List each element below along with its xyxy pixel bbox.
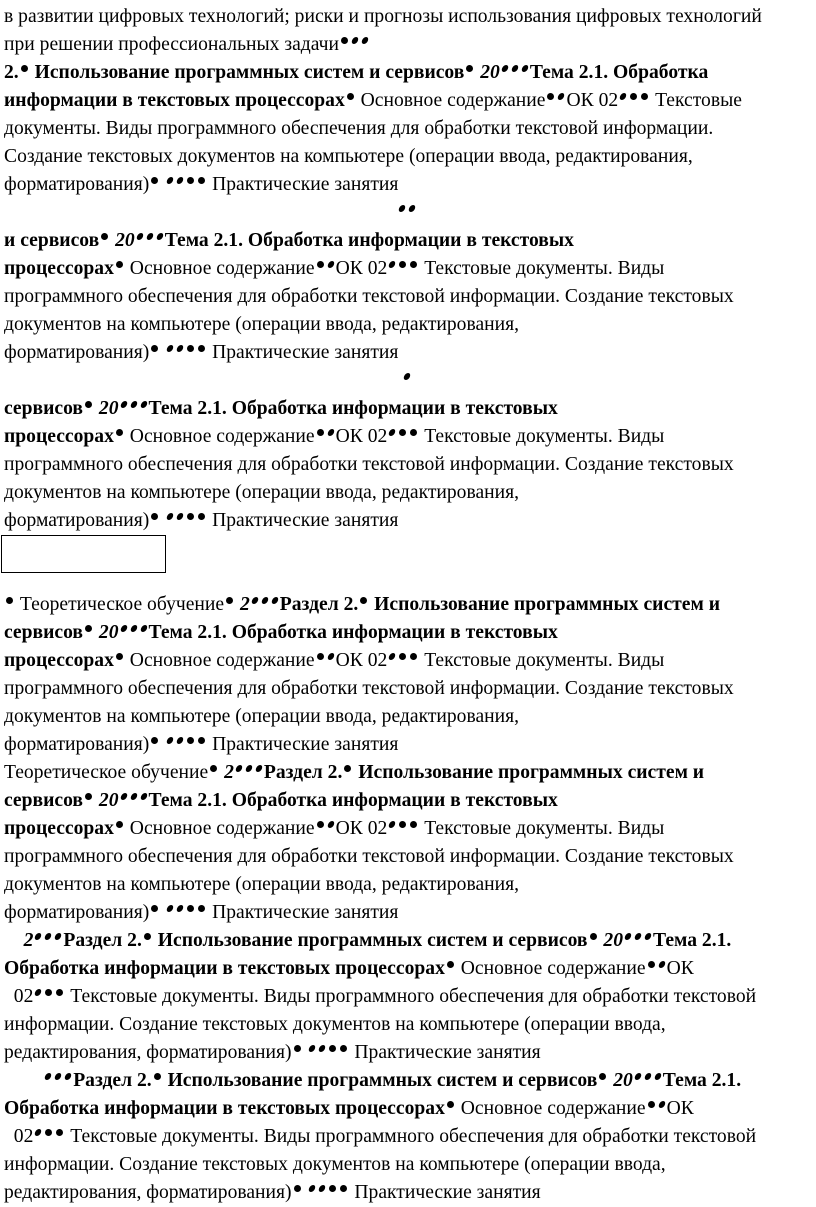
bullet-dot-icon [521, 65, 529, 72]
bullet-dot-icon [139, 793, 147, 800]
text-segment: Использование программных систем и [369, 594, 721, 615]
text-segment: 02 [4, 1126, 34, 1147]
text-line [4, 143, 810, 171]
text-line [4, 647, 810, 675]
bullet-dot-icon [644, 1073, 652, 1080]
text-segment: программного обеспечения для обработки текстовой информации. Создание текстовых [4, 846, 734, 867]
bullet-dot-icon [64, 1073, 72, 1080]
text-segment: ОК 02 [335, 650, 388, 671]
bullet-dot-icon [56, 1129, 63, 1136]
bullet-dot-icon [154, 1073, 161, 1080]
text-segment [303, 1042, 308, 1063]
bullet-dot-icon [56, 989, 63, 996]
bullet-dot-icon [308, 1185, 316, 1192]
text-segment: 20 [608, 1070, 633, 1091]
bullet-dot-icon [501, 65, 509, 72]
text-line [4, 899, 810, 927]
text-segment: Использование программных систем и сервисов [162, 1070, 598, 1091]
text-segment: Тема 2.1. [653, 930, 732, 951]
bullet-dot-icon [361, 37, 369, 44]
text-line [4, 395, 810, 423]
text-segment: 2 [4, 930, 34, 951]
text-line [4, 1123, 810, 1151]
text-segment: 20 [94, 398, 119, 419]
text-segment: 20 [598, 930, 623, 951]
bullet-dot-icon [198, 737, 205, 744]
bullet-dot-icon [187, 737, 194, 744]
document-body [4, 3, 810, 1207]
text-block [4, 1067, 810, 1207]
text-line [4, 591, 810, 619]
text-segment: форматирования) [4, 734, 150, 755]
text-line [4, 451, 810, 479]
bullet-dot-icon [156, 233, 164, 240]
text-segment: форматирования) [4, 902, 150, 923]
bullet-dot-icon [198, 177, 205, 184]
text-line [4, 703, 810, 731]
text-segment [4, 1070, 43, 1091]
text-segment: Тема 2.1. Обработка информации в текстовых [164, 230, 574, 251]
text-segment: программного обеспечения для обработки текстовой информации. Создание текстовых [4, 678, 734, 699]
text-segment: 20 [94, 790, 119, 811]
text-segment: Тема 2.1. Обработка информации в текстовых [148, 790, 558, 811]
bullet-dot-icon [410, 429, 417, 436]
bullet-dot-icon [388, 261, 396, 268]
bullet-dot-icon [101, 233, 108, 240]
text-line [4, 1067, 810, 1095]
bullet-dot-icon [388, 821, 396, 828]
text-segment: форматирования) [4, 174, 150, 195]
bullet-dot-icon [116, 821, 123, 828]
text-block [4, 927, 810, 1067]
bullet-dot-icon [44, 1073, 52, 1080]
text-segment: информации. Создание текстовых документов на компьютере (операции ввода, [4, 1014, 666, 1035]
bullet-dot-icon [326, 261, 334, 268]
bullet-dot-icon [119, 625, 127, 632]
bullet-dot-icon [166, 737, 174, 744]
bullet-dot-icon [176, 513, 184, 520]
text-segment [160, 734, 165, 755]
text-segment: Текстовые [650, 90, 742, 111]
bullet-dot-icon [317, 653, 324, 660]
text-segment [303, 1182, 308, 1203]
text-segment [160, 902, 165, 923]
bullet-dot-icon [398, 205, 406, 212]
bullet-dot-icon [129, 401, 137, 408]
bullet-dot-icon [326, 429, 334, 436]
bullet-dot-icon [146, 233, 154, 240]
bullet-dot-icon [45, 1129, 52, 1136]
text-segment: Практические занятия [349, 1042, 541, 1063]
text-segment: документов на компьютере (операции ввода, редактирования, [4, 482, 520, 503]
text-segment: 20 [110, 230, 135, 251]
text-segment: Тема 2.1. Обработка [529, 62, 709, 83]
text-segment: ОК [666, 1098, 694, 1119]
bullet-dot-icon [129, 625, 137, 632]
text-segment: Текстовые документы. Виды программного обеспечения для обработки текстовой [65, 1126, 757, 1147]
bullet-dot-icon [54, 1073, 62, 1080]
bullet-dot-icon [410, 261, 417, 268]
text-line [4, 115, 810, 143]
text-line [4, 199, 810, 227]
text-segment: ОК 02 [335, 818, 388, 839]
bullet-dot-icon [388, 429, 396, 436]
bullet-dot-icon [599, 1073, 606, 1080]
bullet-dot-icon [547, 93, 554, 100]
bullet-dot-icon [198, 345, 205, 352]
text-segment: форматирования) [4, 342, 150, 363]
text-segment: сервисов [4, 622, 83, 643]
bullet-dot-icon [294, 1185, 301, 1192]
bullet-dot-icon [151, 345, 158, 352]
bullet-dot-icon [151, 737, 158, 744]
bullet-dot-icon [360, 597, 367, 604]
text-segment [160, 342, 165, 363]
bullet-dot-icon [235, 765, 243, 772]
bullet-dot-icon [657, 1101, 665, 1108]
bullet-dot-icon [294, 1045, 301, 1052]
bullet-dot-icon [399, 821, 406, 828]
bullet-dot-icon [511, 65, 519, 72]
bullet-dot-icon [44, 933, 52, 940]
text-segment: процессорах [4, 426, 114, 447]
bullet-dot-icon [408, 205, 416, 212]
text-segment: редактирования, форматирования) [4, 1042, 292, 1063]
text-segment: Использование программных систем и [353, 762, 705, 783]
text-segment: Практические занятия [349, 1182, 541, 1203]
bullet-dot-icon [347, 93, 354, 100]
text-line [4, 367, 810, 395]
bullet-dot-icon [410, 821, 417, 828]
text-line [4, 843, 810, 871]
text-segment: редактирования, форматирования) [4, 1182, 292, 1203]
bullet-dot-icon [308, 1045, 316, 1052]
bullet-dot-icon [34, 989, 42, 996]
bullet-dot-icon [85, 793, 92, 800]
bullet-dot-icon [318, 1045, 326, 1052]
text-segment: Раздел 2. [279, 594, 359, 615]
text-segment: 2 [235, 594, 250, 615]
text-segment: 02 [4, 986, 34, 1007]
text-segment: Обработка информации в текстовых процессорах [4, 958, 445, 979]
text-line [4, 675, 810, 703]
text-block [4, 759, 810, 927]
bullet-dot-icon [317, 821, 324, 828]
bullet-dot-icon [136, 233, 144, 240]
text-segment: Раздел 2. [263, 762, 343, 783]
bullet-dot-icon [151, 905, 158, 912]
text-segment: документов на компьютере (операции ввода, редактирования, [4, 874, 520, 895]
text-segment: документов на компьютере (операции ввода, редактирования, [4, 314, 520, 335]
bullet-dot-icon [399, 261, 406, 268]
text-segment: Основное содержание [355, 90, 546, 111]
bullet-dot-icon [654, 1073, 662, 1080]
text-segment: Текстовые документы. Виды [419, 258, 665, 279]
text-segment: информации в текстовых процессорах [4, 90, 345, 111]
bullet-dot-icon [45, 989, 52, 996]
text-segment: и сервисов [4, 230, 100, 251]
text-segment [160, 510, 165, 531]
text-segment: сервисов [4, 790, 83, 811]
bullet-dot-icon [630, 93, 637, 100]
bullet-dot-icon [85, 625, 92, 632]
text-segment: 2. [4, 62, 19, 83]
bullet-dot-icon [129, 793, 137, 800]
text-block [4, 227, 810, 395]
text-segment: программного обеспечения для обработки текстовой информации. Создание текстовых [4, 286, 734, 307]
bullet-dot-icon [447, 1101, 454, 1108]
text-line [4, 423, 810, 451]
text-segment: 20 [94, 622, 119, 643]
text-line [4, 227, 810, 255]
bullet-dot-icon [644, 933, 652, 940]
text-segment: Раздел 2. [63, 930, 142, 951]
text-segment: процессорах [4, 650, 114, 671]
bullet-dot-icon [557, 93, 565, 100]
bullet-dot-icon [340, 1045, 347, 1052]
empty-frame [1, 535, 166, 573]
bullet-dot-icon [176, 737, 184, 744]
text-segment: ОК 02 [335, 258, 388, 279]
text-segment: Практические занятия [207, 342, 399, 363]
text-segment: Основное содержание [124, 258, 315, 279]
text-segment: Использование программных систем и сервисов [152, 930, 588, 951]
bullet-dot-icon [187, 905, 194, 912]
bullet-dot-icon [634, 1073, 642, 1080]
text-segment: документов на компьютере (операции ввода, редактирования, [4, 706, 520, 727]
text-line [4, 3, 810, 31]
text-segment: сервисов [4, 398, 83, 419]
bullet-dot-icon [403, 373, 411, 380]
bullet-dot-icon [198, 905, 205, 912]
bullet-dot-icon [351, 37, 359, 44]
bullet-dot-icon [466, 65, 473, 72]
text-segment: Создание текстовых документов на компьютере (операции ввода, редактирования, [4, 146, 693, 167]
bullet-dot-icon [116, 429, 123, 436]
text-segment: Практические занятия [207, 902, 399, 923]
text-segment: информации. Создание текстовых документов на компьютере (операции ввода, [4, 1154, 666, 1175]
text-segment: 20 [475, 62, 500, 83]
bullet-dot-icon [341, 37, 348, 44]
bullet-dot-icon [329, 1185, 336, 1192]
text-line [4, 507, 810, 535]
bullet-dot-icon [255, 765, 263, 772]
bullet-dot-icon [187, 177, 194, 184]
text-segment: Основное содержание [124, 818, 315, 839]
text-line [4, 59, 810, 87]
text-line [4, 311, 810, 339]
text-line [4, 955, 810, 983]
bullet-dot-icon [198, 513, 205, 520]
bullet-dot-icon [271, 597, 279, 604]
text-segment: ОК 02 [335, 426, 388, 447]
text-segment: Практические занятия [207, 510, 399, 531]
bullet-dot-icon [261, 597, 269, 604]
bullet-dot-icon [410, 653, 417, 660]
text-line [4, 871, 810, 899]
bullet-dot-icon [590, 933, 597, 940]
bullet-dot-icon [226, 597, 233, 604]
bullet-dot-icon [151, 513, 158, 520]
bullet-dot-icon [21, 65, 28, 72]
text-segment: Практические занятия [207, 734, 399, 755]
text-segment [160, 174, 165, 195]
text-segment: процессорах [4, 818, 114, 839]
bullet-dot-icon [116, 653, 123, 660]
text-segment: Основное содержание [455, 958, 646, 979]
text-segment: Основное содержание [124, 426, 315, 447]
bullet-dot-icon [85, 401, 92, 408]
text-segment: программного обеспечения для обработки текстовой информации. Создание текстовых [4, 454, 734, 475]
bullet-dot-icon [34, 933, 42, 940]
bullet-dot-icon [166, 177, 174, 184]
text-segment: форматирования) [4, 510, 150, 531]
bullet-dot-icon [119, 401, 127, 408]
bullet-dot-icon [399, 429, 406, 436]
bullet-dot-icon [447, 961, 454, 968]
text-segment: Теоретическое обучение [4, 762, 209, 783]
text-segment: Текстовые документы. Виды [419, 650, 665, 671]
text-block [4, 591, 810, 759]
text-line [4, 1095, 810, 1123]
text-line [4, 87, 810, 115]
text-segment: процессорах [4, 258, 114, 279]
bullet-dot-icon [657, 961, 665, 968]
text-segment: Практические занятия [207, 174, 399, 195]
bullet-dot-icon [388, 653, 396, 660]
bullet-dot-icon [116, 261, 123, 268]
bullet-dot-icon [399, 653, 406, 660]
text-segment: Текстовые документы. Виды [419, 818, 665, 839]
text-line [4, 759, 810, 787]
text-segment: Раздел 2. [73, 1070, 152, 1091]
bullet-dot-icon [166, 513, 174, 520]
bullet-dot-icon [251, 597, 259, 604]
bullet-dot-icon [119, 793, 127, 800]
text-segment: ОК [666, 958, 694, 979]
bullet-dot-icon [54, 933, 62, 940]
bullet-dot-icon [176, 345, 184, 352]
text-line [4, 927, 810, 955]
bullet-dot-icon [210, 765, 217, 772]
bullet-dot-icon [619, 93, 627, 100]
text-segment: Основное содержание [124, 650, 315, 671]
bullet-dot-icon [326, 821, 334, 828]
text-block [4, 3, 810, 227]
bullet-dot-icon [151, 177, 158, 184]
text-segment: Тема 2.1. Обработка информации в текстовых [148, 622, 558, 643]
text-segment: Текстовые документы. Виды [419, 426, 665, 447]
text-line [4, 731, 810, 759]
text-segment: документы. Виды программного обеспечения для обработки текстовой информации. [4, 118, 714, 139]
bullet-dot-icon [634, 933, 642, 940]
text-segment: Тема 2.1. Обработка информации в текстовых [148, 398, 558, 419]
text-line [4, 1039, 810, 1067]
text-line [4, 1179, 810, 1207]
text-line [4, 1011, 810, 1039]
text-line [4, 815, 810, 843]
text-line [4, 1151, 810, 1179]
text-line [4, 171, 810, 199]
bullet-dot-icon [641, 93, 648, 100]
text-segment: Теоретическое обучение [15, 594, 225, 615]
text-segment: Тема 2.1. [662, 1070, 742, 1091]
text-line [4, 619, 810, 647]
bullet-dot-icon [624, 933, 632, 940]
bullet-dot-icon [329, 1045, 336, 1052]
bullet-dot-icon [166, 905, 174, 912]
text-line [4, 283, 810, 311]
text-segment: Обработка информации в текстовых процессорах [4, 1098, 445, 1119]
bullet-dot-icon [245, 765, 253, 772]
bullet-dot-icon [344, 765, 351, 772]
text-segment: при решении профессиональных задачи [4, 34, 340, 55]
bullet-dot-icon [176, 177, 184, 184]
text-segment: в развитии цифровых технологий; риски и прогнозы использования цифровых технологий [4, 6, 762, 27]
text-segment: Основное содержание [455, 1098, 646, 1119]
text-line [4, 983, 810, 1011]
bullet-dot-icon [144, 933, 151, 940]
bullet-dot-icon [34, 1129, 42, 1136]
text-segment: Текстовые документы. Виды программного обеспечения для обработки текстовой [65, 986, 757, 1007]
text-line [4, 479, 810, 507]
bullet-dot-icon [317, 261, 324, 268]
text-segment: ОК 02 [566, 90, 619, 111]
text-segment: Использование программных систем и сервисов [29, 62, 465, 83]
bullet-dot-icon [318, 1185, 326, 1192]
text-line [4, 255, 810, 283]
bullet-dot-icon [340, 1185, 347, 1192]
text-segment: 2 [219, 762, 234, 783]
text-line [4, 787, 810, 815]
bullet-dot-icon [648, 1101, 655, 1108]
bullet-dot-icon [176, 905, 184, 912]
text-line [4, 31, 810, 59]
bullet-dot-icon [187, 513, 194, 520]
bullet-dot-icon [6, 597, 13, 604]
bullet-dot-icon [166, 345, 174, 352]
text-line [4, 339, 810, 367]
bullet-dot-icon [317, 429, 324, 436]
bullet-dot-icon [139, 625, 147, 632]
bullet-dot-icon [139, 401, 147, 408]
bullet-dot-icon [326, 653, 334, 660]
bullet-dot-icon [187, 345, 194, 352]
bullet-dot-icon [648, 961, 655, 968]
